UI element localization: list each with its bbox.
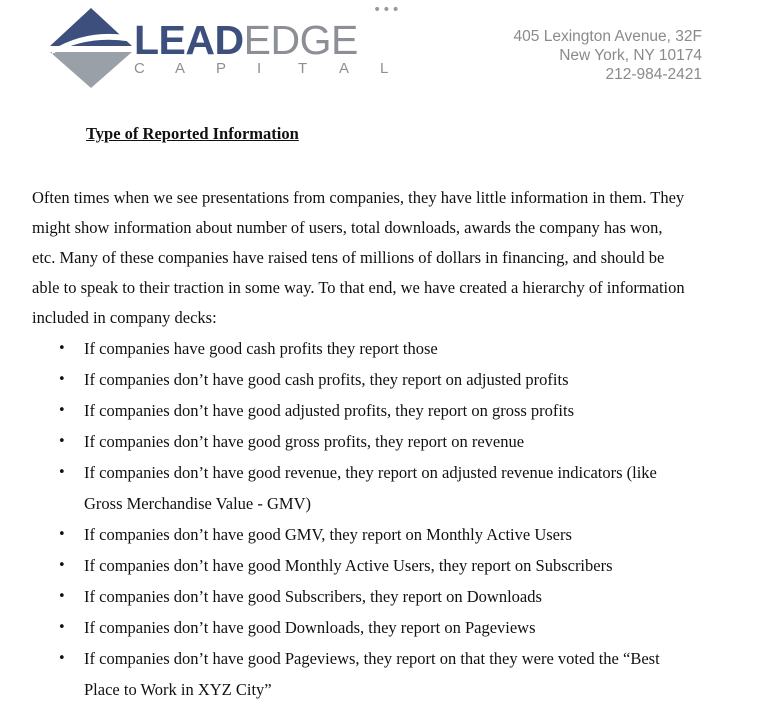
list-item (32, 457, 732, 519)
logo-word-edge: EDGE (243, 17, 358, 63)
logo-capital-letter: C (134, 60, 145, 77)
logo-wordmark (134, 18, 358, 62)
list-item-text: If companies don’t have good Subscribers, they report on Downloads (84, 587, 542, 606)
bullet-icon: • (58, 372, 66, 387)
list-item (32, 426, 732, 457)
bullet-icon: • (58, 620, 66, 635)
bullet-icon: • (58, 465, 66, 480)
logo-diamond-icon (48, 6, 134, 90)
more-options-icon[interactable]: ••• (373, 2, 401, 18)
bullet-icon: • (58, 589, 66, 604)
list-item (32, 364, 732, 395)
logo-capital-letter: L (380, 60, 389, 77)
logo-capital-letter: A (339, 60, 350, 77)
bullet-icon: • (58, 527, 66, 542)
list-item (32, 395, 732, 426)
list-item-text: If companies don’t have good gross profits, they report on revenue (84, 432, 525, 451)
list-item-text: If companies don’t have good Pageviews, they report on that they were voted the “Best (84, 649, 660, 668)
bullet-icon: • (58, 651, 66, 666)
list-item (32, 581, 732, 612)
bullet-icon: • (58, 434, 66, 449)
logo-word-lead: LEAD (134, 17, 244, 63)
list-item-text: If companies don’t have good Downloads, they report on Pageviews (84, 618, 536, 637)
list-item-text: If companies don’t have good cash profits, they report on adjusted profits (84, 370, 569, 389)
paragraph-line: etc. Many of these companies have raised tens of millions of dollars in financing, and should be (32, 248, 665, 267)
bullet-icon: • (58, 558, 66, 573)
logo-capital-text (134, 60, 421, 77)
section-heading: Type of Reported Information (86, 124, 299, 143)
list-item-text: Gross Merchandise Value - GMV) (84, 494, 311, 513)
company-address (514, 27, 702, 84)
logo-capital-letter: A (175, 60, 186, 77)
paragraph-line: Often times when we see presentations from companies, they have little information in them. They (32, 188, 685, 207)
list-item-text: If companies don’t have good adjusted profits, they report on gross profits (84, 401, 575, 420)
paragraph-line: able to speak to their traction in some way. To that end, we have created a hierarchy of information (32, 278, 685, 297)
list-item (32, 550, 732, 581)
address-line: New York, NY 10174 (559, 47, 702, 64)
address-line: 405 Lexington Avenue, 32F (513, 28, 702, 45)
phone-number: 212-984-2421 (605, 66, 702, 83)
hierarchy-list (32, 333, 732, 705)
intro-paragraph (32, 183, 722, 333)
list-item-text: If companies have good cash profits they report those (84, 339, 438, 358)
list-item (32, 612, 732, 643)
list-item-text: If companies don’t have good GMV, they report on Monthly Active Users (84, 525, 572, 544)
bullet-icon: • (58, 341, 66, 356)
logo-capital-letter: P (216, 60, 227, 77)
bullet-icon: • (58, 403, 66, 418)
list-item-text: Place to Work in XYZ City” (84, 680, 272, 699)
list-item (32, 333, 732, 364)
list-item (32, 519, 732, 550)
list-item-text: If companies don’t have good Monthly Active Users, they report on Subscribers (84, 556, 613, 575)
logo-capital-letter: I (257, 60, 262, 77)
paragraph-line: included in company decks: (32, 308, 217, 327)
company-logo (48, 6, 389, 90)
list-item (32, 643, 732, 705)
list-item-text: If companies don’t have good revenue, they report on adjusted revenue indicators (like (84, 463, 657, 482)
logo-capital-letter: T (298, 60, 308, 77)
paragraph-line: might show information about number of users, total downloads, awards the company has won, (32, 218, 663, 237)
